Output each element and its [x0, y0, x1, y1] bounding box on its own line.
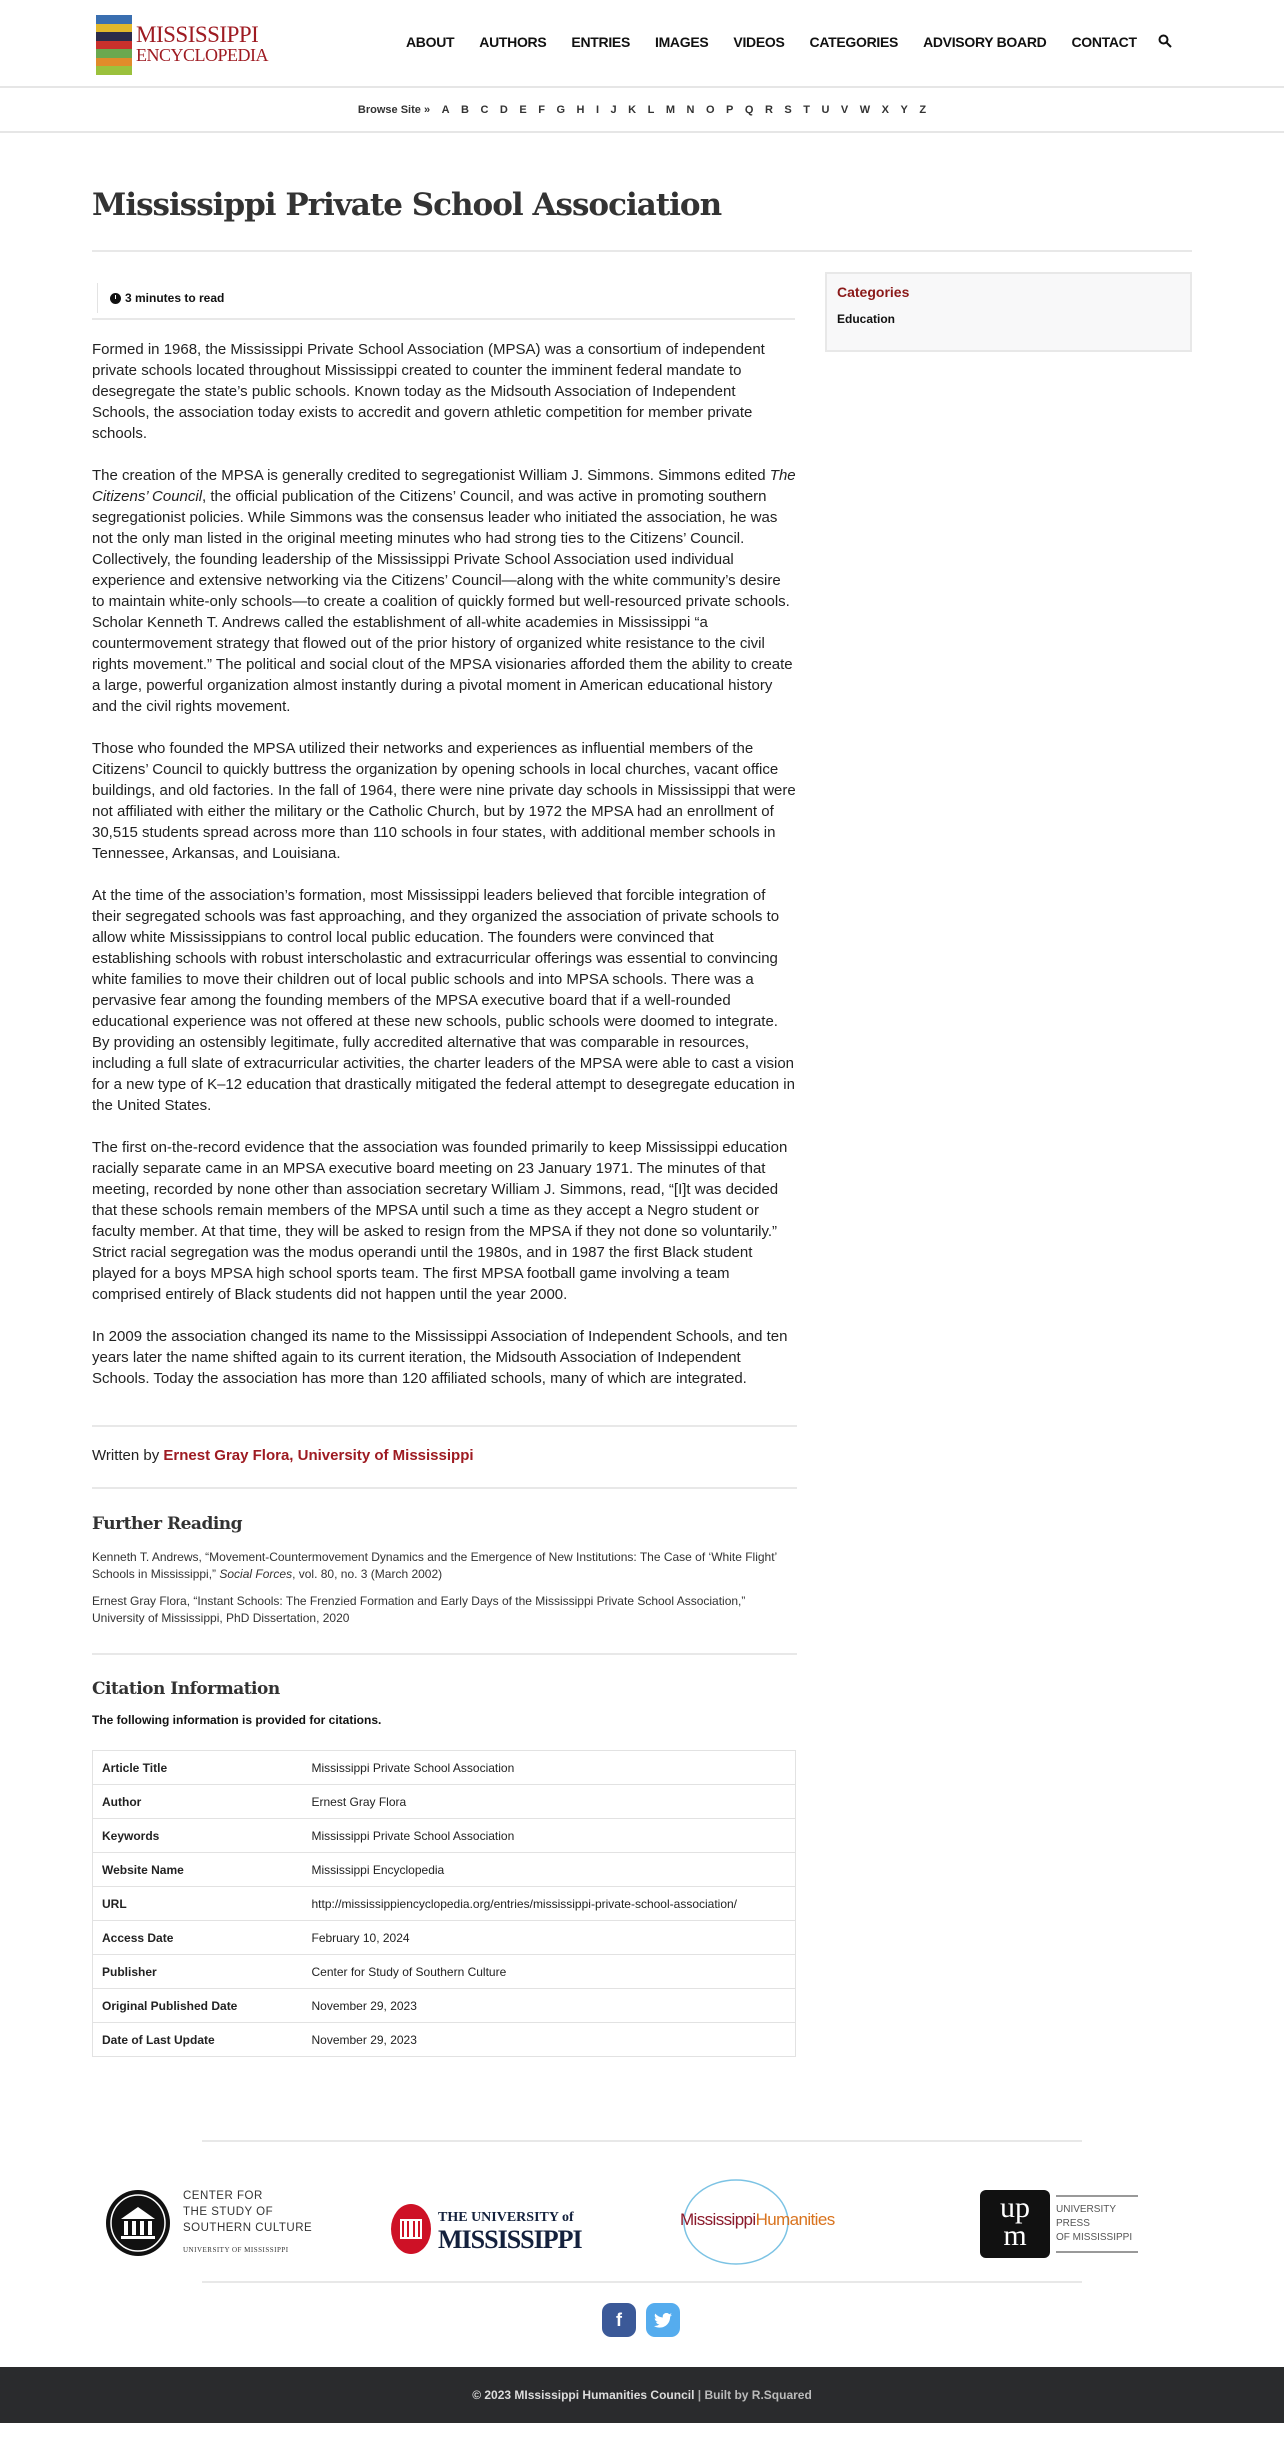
citation-label: Article Title: [93, 1751, 303, 1785]
citation-row: [93, 1887, 796, 1921]
browse-label: Browse Site »: [357, 103, 431, 116]
upm-line: OF MISSISSIPPI: [1056, 2232, 1133, 2243]
citation-value: Center for Study of Southern Culture: [303, 1955, 796, 1989]
citation-row: [93, 1751, 796, 1785]
cssc-logo[interactable]: [105, 2188, 312, 2258]
further-reading-title: Further Reading: [92, 1514, 243, 1534]
browse-letter-c[interactable]: C: [480, 103, 489, 116]
social-links: [602, 2303, 680, 2337]
citation-value: Ernest Gray Flora: [303, 1785, 796, 1819]
browse-letter-e[interactable]: E: [519, 103, 527, 116]
paragraph: Those who founded the MPSA utilized their networks and experiences as influential members of the Citizens’ Council to quickly buttress the organization by opening schools in local churches, vacant office buildings, and old factories. In the fall of 1964, there were nine private day schools in Mississippi that were not affiliated with either the military or the Catholic Church, but by 1972 the MPSA had an enrollment of 30,515 students spread across more than 110 schools in four states, with additional member schools in Tennessee, Arkansas, and Louisiana.: [92, 740, 796, 862]
citation-row: [93, 1819, 796, 1853]
browse-letter-x[interactable]: X: [881, 103, 889, 116]
written-by-label: Written by: [92, 1447, 160, 1464]
cssc-line: THE STUDY OF: [183, 2206, 274, 2218]
citation-value: http://mississippiencyclopedia.org/entries/mississippi-private-school-association/: [303, 1887, 796, 1921]
paragraph: At the time of the association’s formation, most Mississippi leaders believed that forcible integration of their segregated schools was fast approaching, and they organized the association of private schools to allow white Mississippians to control local public education. The founders were convinced that establishing schools with robust interscholastic and extracurricular offerings was essential to convincing white families to move their children out of local public schools and into MPSA schools. There was a pervasive fear among the founding members of the MPSA executive board that if a well-rounded educational experience was not offered at these new schools, public schools were doomed to integrate. By providing an ostensibly legitimate, fully accredited alternative that was comparable in resources, including a full slate of extracurricular activities, the charter leaders of the MPSA were able to cast a vision for a new type of K–12 education that drastically mitigated the federal attempt to desegregate education in the United States.: [92, 887, 795, 1114]
browse-bar: [0, 88, 1284, 133]
browse-letter-l[interactable]: L: [647, 103, 655, 116]
paragraph: The first on-the-record evidence that the association was founded primarily to keep Mississippi education racially separate came in an MPSA executive board meeting on 23 January 1971. The minutes of that meeting, recorded by none other than association secretary William J. Simmons, read, “[I]t was decided that these schools remain members of the MPSA until such a time as they accept a Negro student or faculty member. At that time, they will be asked to resign from the MPSA if they not done so voluntarily.” Strict racial segregation was the modus operandi until the 1980s, and in 1987 the first Black student played for a boys MPSA high school sports team. The first MPSA football game involving a team comprised entirely of Black students did not happen until the year 2000.: [92, 1139, 788, 1303]
citation-row: [93, 1921, 796, 1955]
footer-divider: [202, 2140, 1082, 2142]
cssc-line: SOUTHERN CULTURE: [183, 2222, 313, 2234]
copyright-text: © 2023 MIssissippi Humanities Council: [472, 2388, 695, 2402]
upm-line: UNIVERSITY PRESS: [1056, 2204, 1116, 2229]
footer-divider: [202, 2281, 1082, 2283]
citation-row: [93, 2023, 796, 2057]
humanities-word-2: Humanities: [755, 2210, 835, 2229]
upm-mark: [980, 2190, 1050, 2258]
browse-letter-o[interactable]: O: [705, 103, 715, 116]
site-logo[interactable]: [96, 14, 286, 76]
clock-icon: [110, 293, 121, 304]
divider: [92, 1425, 797, 1427]
browse-letter-j[interactable]: J: [610, 103, 617, 116]
mississippi-map-icon: [96, 15, 132, 75]
nav-advisory-board[interactable]: ADVISORY BOARD: [923, 34, 1047, 50]
search-icon[interactable]: [1158, 34, 1172, 51]
browse-letter-f[interactable]: F: [538, 103, 545, 116]
footer-separator: |: [694, 2388, 705, 2402]
citation-row: [93, 1989, 796, 2023]
partner-logos: [100, 2178, 1170, 2278]
citation-value: February 10, 2024: [303, 1921, 796, 1955]
read-time-label: 3 minutes to read: [125, 291, 225, 305]
reading-item: Ernest Gray Flora, “Instant Schools: The Frenzied Formation and Early Days of the Mississippi Private School Association,” University of Mississippi, PhD Dissertation, 2020: [92, 1594, 746, 1625]
browse-letter-g[interactable]: G: [556, 103, 566, 116]
browse-letter-z[interactable]: Z: [919, 103, 927, 116]
nav-entries[interactable]: ENTRIES: [571, 34, 630, 50]
citation-table: [92, 1750, 796, 2057]
browse-letter-y[interactable]: Y: [900, 103, 908, 116]
citation-value: Mississippi Private School Association: [303, 1819, 796, 1853]
author-byline: [92, 1447, 474, 1464]
footer-bar: [0, 2367, 1284, 2423]
cssc-line: UNIVERSITY OF MISSISSIPPI: [183, 2246, 289, 2254]
browse-letter-k[interactable]: K: [628, 103, 637, 116]
browse-letter-w[interactable]: W: [859, 103, 871, 116]
citation-label: Author: [93, 1785, 303, 1819]
browse-letter-s[interactable]: S: [784, 103, 792, 116]
lyceum-seal-icon: [390, 2203, 432, 2255]
divider: [92, 1487, 797, 1489]
citation-label: Publisher: [93, 1955, 303, 1989]
citation-value: Mississippi Private School Association: [303, 1751, 796, 1785]
publication-title: The Citizens’ Council: [92, 467, 796, 505]
browse-letter-r[interactable]: R: [764, 103, 773, 116]
citation-title: Citation Information: [92, 1679, 280, 1699]
citation-label: Date of Last Update: [93, 2023, 303, 2057]
citation-row: [93, 1955, 796, 1989]
browse-letter-h[interactable]: H: [576, 103, 585, 116]
site-header: [0, 0, 1284, 88]
nav-videos[interactable]: VIDEOS: [733, 34, 785, 50]
browse-letter-n[interactable]: N: [686, 103, 695, 116]
divider: [92, 1653, 797, 1655]
columns-building-icon: [105, 2189, 171, 2257]
nav-about[interactable]: ABOUT: [406, 34, 455, 50]
paragraph: Formed in 1968, the Mississippi Private School Association (MPSA) was a consortium of independent private schools located throughout Mississippi created to counter the imminent federal mandate to desegregate the state’s public schools. Known today as the Midsouth Association of Independent Schools, the association today exists to accredit and govern athletic competition for member private schools.: [92, 341, 765, 442]
paragraph: In 2009 the association changed its name to the Mississippi Association of Independent Schools, and ten years later the name shifted again to its current iteration, the Midsouth Association of Independent Schools. Today the association has more than 120 affiliated schools, many of which are integrated.: [92, 1328, 788, 1387]
text: The creation of the MPSA is generally credited to segregationist William J. Simmons. Simmons edited: [92, 467, 770, 484]
upm-letters: m: [1003, 2219, 1027, 2252]
citation-subtitle: The following information is provided for citations.: [92, 1713, 382, 1727]
text: , the official publication of the Citizens’ Council, and was active in promoting southern segregationist policies. While Simmons was the consensus leader who initiated the association, he was not the only man listed in the original meeting minutes who had strong ties to the Citizens’ Council. Collectively, the founding leadership of the Mississippi Private School Association used individual experience and extensive networking via the Citizens’ Council—along with the white community’s desire to maintain white-only schools—to create a coalition of quickly formed but well-resourced private schools. Scholar Kenneth T. Andrews called the establishment of all-white academies in Mississippi “a countermovement strategy that flowed out of the prior history of organized white resistance to the civil rights movement.” The political and social clout of the MPSA visionaries afforded them the ability to create a large, powerful organization almost instantly during a pivotal moment in American educational history and the civil rights movement.: [92, 488, 793, 715]
page-title: Mississippi Private School Association: [92, 187, 722, 223]
citation-label: URL: [93, 1887, 303, 1921]
citation-label: Access Date: [93, 1921, 303, 1955]
citation-label: Website Name: [93, 1853, 303, 1887]
browse-letter-m[interactable]: M: [665, 103, 676, 116]
browse-letter-v[interactable]: V: [840, 103, 849, 116]
browse-letter-u[interactable]: U: [821, 103, 830, 116]
citation-value: November 29, 2023: [303, 1989, 796, 2023]
citation-value: November 29, 2023: [303, 2023, 796, 2057]
categories-widget: [825, 272, 1192, 352]
categories-title: Categories: [837, 284, 910, 300]
browse-letter-q[interactable]: Q: [744, 103, 754, 116]
divider: [92, 250, 1192, 252]
author-link[interactable]: Ernest Gray Flora, University of Mississippi: [163, 1447, 474, 1464]
category-link-education[interactable]: Education: [837, 312, 896, 326]
browse-letter-b[interactable]: B: [461, 103, 469, 116]
citation-row: [93, 1853, 796, 1887]
logo-line-1: MISSISSIPPI: [136, 22, 259, 47]
browse-letter-i[interactable]: I: [595, 103, 600, 116]
further-reading-list: [92, 1549, 797, 1637]
reading-item: [92, 1549, 797, 1583]
citation-label: Keywords: [93, 1819, 303, 1853]
twitter-icon[interactable]: [646, 2303, 680, 2337]
olemiss-line: THE UNIVERSITY of: [438, 2210, 574, 2225]
olemiss-line: MISSISSIPPI: [438, 2225, 582, 2254]
upm-letters: up: [1000, 2191, 1030, 2224]
journal-title: Social Forces: [219, 1567, 293, 1581]
divider: [92, 318, 795, 320]
text: , vol. 80, no. 3 (March 2002): [292, 1567, 443, 1581]
article-body: [92, 339, 797, 1410]
citation-value: Mississippi Encyclopedia: [303, 1853, 796, 1887]
browse-letter-a[interactable]: A: [441, 103, 450, 116]
paragraph: [92, 465, 797, 717]
nav-contact[interactable]: CONTACT: [1071, 34, 1137, 50]
browse-letter-t[interactable]: T: [803, 103, 810, 116]
nav-images[interactable]: IMAGES: [654, 34, 709, 50]
main-nav: [406, 34, 1197, 51]
cssc-line: CENTER FOR: [183, 2190, 263, 2202]
citation-row: [93, 1785, 796, 1819]
nav-authors[interactable]: AUTHORS: [479, 34, 547, 50]
browse-letter-p[interactable]: P: [726, 103, 734, 116]
humanities-word-1: Mississippi: [680, 2210, 756, 2229]
text: Kenneth T. Andrews, “Movement-Countermovement Dynamics and the Emergence of New Institutions: The Case of ‘White Flight’ Schools in Mississippi,”: [92, 1550, 777, 1581]
read-time: [97, 283, 224, 313]
browse-letter-d[interactable]: D: [499, 103, 508, 116]
citation-label: Original Published Date: [93, 1989, 303, 2023]
logo-line-2: ENCYCLOPEDIA: [136, 45, 268, 65]
university-press-logo[interactable]: [980, 2190, 1138, 2258]
built-by-link[interactable]: Built by R.Squared: [704, 2388, 812, 2402]
facebook-icon[interactable]: f: [602, 2303, 636, 2337]
university-of-mississippi-logo[interactable]: [390, 2203, 582, 2255]
mississippi-humanities-logo[interactable]: [680, 2178, 900, 2278]
nav-categories[interactable]: CATEGORIES: [809, 34, 899, 50]
